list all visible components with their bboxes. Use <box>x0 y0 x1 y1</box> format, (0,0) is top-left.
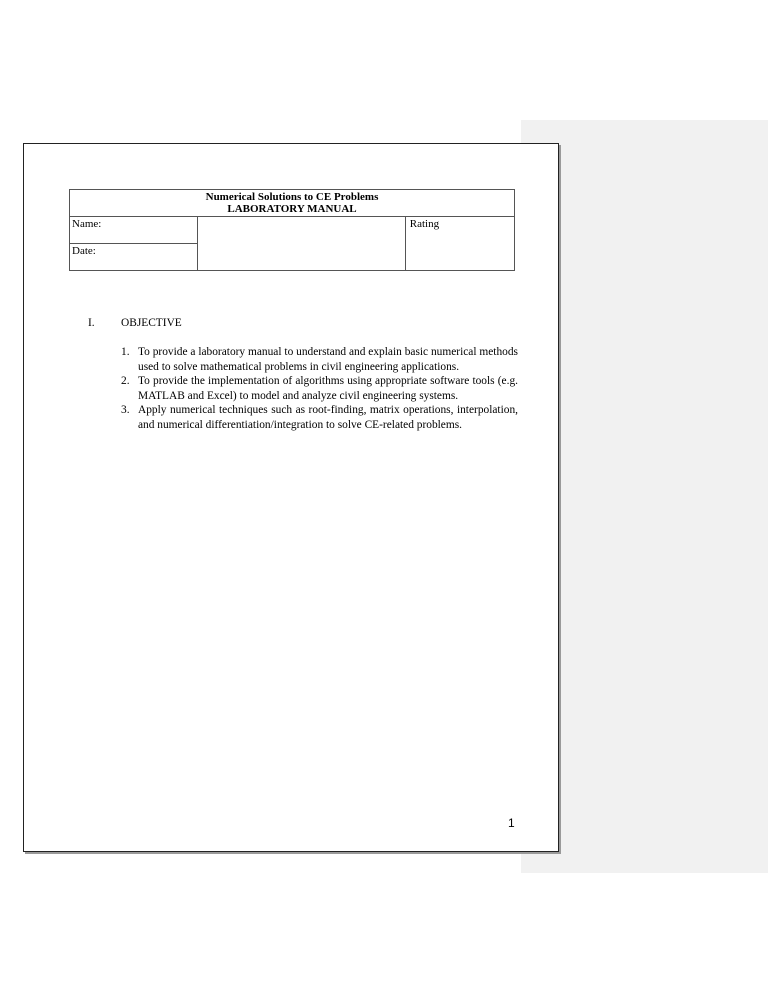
name-date-field[interactable] <box>197 217 405 271</box>
section-title: OBJECTIVE <box>121 317 182 329</box>
title-line-1: Numerical Solutions to CE Problems <box>205 191 379 203</box>
section-heading <box>88 317 518 333</box>
name-label: Name: <box>72 218 102 230</box>
list-item <box>88 403 518 432</box>
title-line-2: LABORATORY MANUAL <box>227 203 357 215</box>
list-item <box>88 345 518 374</box>
list-item-text: To provide a laboratory manual to understand and explain basic numerical methods used to solve mathematical problems in civil engineering applications. <box>138 346 518 373</box>
section-number: I. <box>88 317 95 329</box>
page-number: 1 <box>508 816 515 830</box>
document-page[interactable] <box>23 143 559 852</box>
rating-cell[interactable] <box>405 217 514 271</box>
header-table <box>69 189 515 271</box>
list-item <box>88 374 518 403</box>
title-cell <box>70 190 515 217</box>
list-item-text: To provide the implementation of algorithms using appropriate software tools (e.g. MATLAB and Excel) to model and analyze civil engineering systems. <box>138 375 518 402</box>
rating-label: Rating <box>409 218 440 230</box>
list-item-number: 2. <box>121 375 130 388</box>
objective-list <box>88 345 518 433</box>
date-label-cell <box>70 244 198 271</box>
list-item-number: 1. <box>121 346 130 358</box>
list-item-number: 3. <box>121 404 130 417</box>
list-item-text: Apply numerical techniques such as root-finding, matrix operations, interpolation, and numerical differentiation/integration to solve CE-related problems. <box>138 404 518 431</box>
objective-section <box>88 317 518 433</box>
name-label-cell <box>70 217 198 244</box>
date-label: Date: <box>72 245 96 257</box>
